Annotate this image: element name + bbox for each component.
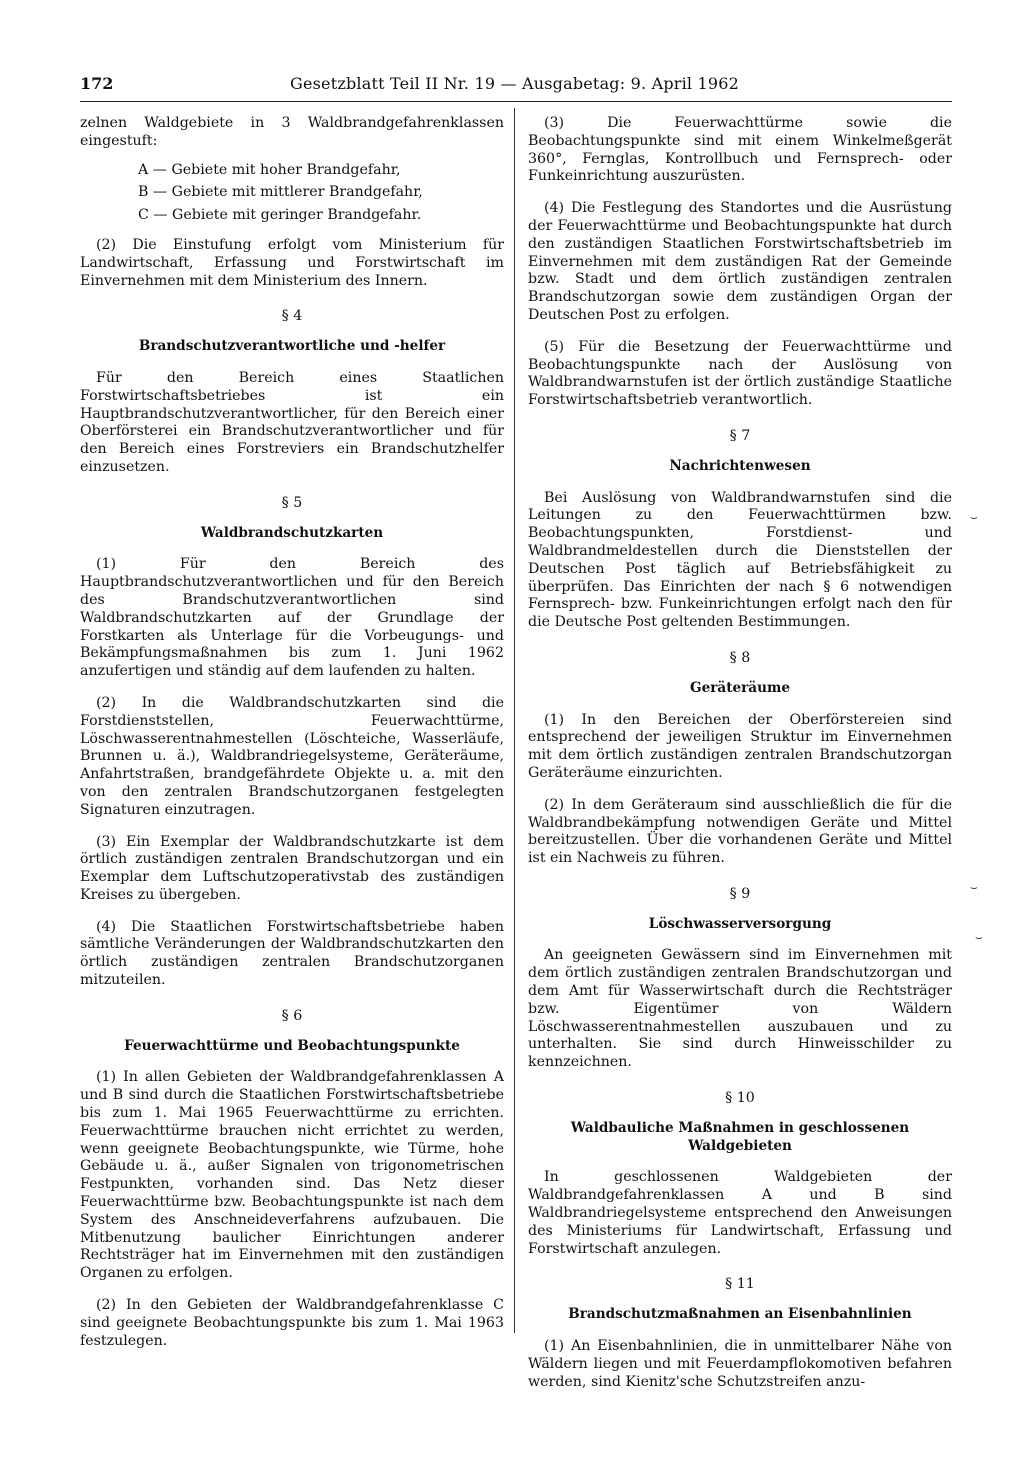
- paragraph-s6-2: (2) In den Gebieten der Waldbrandgefahrenklasse C sind geeignete Beobachtungspunkte bis zum 1. Mai 1963 festzulegen.: [80, 1297, 504, 1349]
- section-number-5: § 5: [281, 494, 303, 511]
- paragraph-s5-1: (1) Für den Bereich des Hauptbrandschutzverantwortlichen und für den Bereich des Brandschutzverantwortlichen sind Waldbrandschutzkarten auf der Grundlage der Forstkarten als Unterlage für die Vorbeugungs- und Bekämpfungsmaßnahmen bis zum 1. Juni 1962 anzufertigen und ständig auf dem laufenden zu halten.: [80, 556, 504, 680]
- list-item: C — Gebiete mit geringer Brandgefahr.: [138, 207, 422, 224]
- margin-scan-mark: ⌣: [970, 510, 978, 524]
- paragraph-s5-3: (3) Ein Exemplar der Waldbrandschutzkarte ist dem örtlich zuständigen zentralen Brandschutzorgan und ein Exemplar dem Luftschutzoperativstab des zuständigen Kreises zu übergeben.: [80, 833, 504, 903]
- header-rule: [80, 101, 952, 102]
- section-number-8: § 8: [729, 649, 751, 666]
- section-title-9: Löschwasserversorgung: [648, 915, 832, 932]
- section-number-11: § 11: [725, 1276, 755, 1293]
- section-title-5: Waldbrandschutzkarten: [200, 524, 384, 541]
- section-title-10: Waldbauliche Maßnahmen in geschlossenen Waldgebieten: [570, 1119, 910, 1154]
- paragraph-s5-4: (4) Die Staatlichen Forstwirtschaftsbetriebe haben sämtliche Veränderungen der Waldbrandschutzkarten den örtlich zuständigen zentralen Brandschutzorganen mitzuteilen.: [80, 918, 504, 989]
- section-number-10: § 10: [725, 1090, 755, 1107]
- fire-danger-class-list: [80, 162, 504, 225]
- margin-scan-mark: ⌣: [970, 880, 978, 894]
- section-number-6: § 6: [281, 1007, 303, 1024]
- margin-scan-mark: ⌣: [975, 930, 983, 944]
- running-title: Gesetzblatt Teil II Nr. 19 — Ausgabetag: 9. April 1962: [290, 74, 740, 93]
- paragraph-s3-2: (2) Die Einstufung erfolgt vom Ministerium für Landwirtschaft, Erfassung und Forstwirtschaft im Einvernehmen mit dem Ministerium des Innern.: [80, 236, 504, 289]
- section-title-8: Geräteräume: [689, 679, 791, 696]
- list-item: A — Gebiete mit hoher Brandgefahr,: [138, 161, 401, 178]
- section-number-9: § 9: [729, 885, 751, 902]
- paragraph-s5-2: (2) In die Waldbrandschutzkarten sind die Forstdienststellen, Feuerwachttürme, Löschwasserentnahmestellen (Löschteiche, Wasserläufe, Brunnen u. ä.), Waldbrandriegelsysteme, Geräteräume, Anfahrtstraßen, brandgefährdete Objekte u. a. mit den von den zentralen Brandschutzorganen festgelegten Signaturen einzutragen.: [80, 694, 504, 818]
- paragraph-s8-1: (1) In den Bereichen der Oberförstereien sind entsprechend der jeweiligen Struktur im Einvernehmen mit dem örtlich zuständigen zentralen Brandschutzorgan Geräteräume einzurichten.: [528, 711, 952, 781]
- list-item: B — Gebiete mit mittlerer Brandgefahr,: [138, 184, 423, 201]
- paragraph-s6-3: (3) Die Feuerwachttürme sowie die Beobachtungspunkte sind mit einem Winkelmeßgerät 360°, Fernglas, Kontrollbuch und Fernsprech- oder Funkeinrichtung auszurüsten.: [528, 115, 952, 185]
- paragraph-s8-2: (2) In dem Geräteraum sind ausschließlich die für die Waldbrandbekämpfung notwendigen Geräte und Mittel bereitzustellen. Über die vorhandenen Geräte und Mittel ist ein Nachweis zu führen.: [528, 796, 952, 867]
- column-divider: [514, 108, 515, 1333]
- page-number: 172: [80, 74, 114, 93]
- section-title-6: Feuerwachttürme und Beobachtungspunkte: [124, 1037, 460, 1054]
- paragraph-s7: Bei Auslösung von Waldbrandwarnstufen sind die Leitungen zu den Feuerwachttürmen bzw. Beobachtungspunkten, Forstdienst- und Waldbrandmeldestellen durch die Dienststellen der Deutschen Post täglich auf Betriebsfähigkeit zu überprüfen. Das Einrichten der nach § 6 notwendigen Fernsprech- bzw. Funkeinrichtungen erfolgt nach den für die Deutsche Post geltenden Bestimmungen.: [528, 489, 952, 631]
- paragraph-s6-4: (4) Die Festlegung des Standortes und die Ausrüstung der Feuerwachttürme und Beobachtungspunkte hat durch den zuständigen Staatlichen Forstwirtschaftsbetrieb im Einvernehmen mit dem zuständigen Rat der Gemeinde bzw. Stadt und dem örtlich zuständigen zentralen Brandschutzorgan sowie dem zuständigen Organ der Deutschen Post zu erfolgen.: [528, 200, 952, 323]
- section-number-4: § 4: [281, 308, 303, 325]
- section-title-11: Brandschutzmaßnahmen an Eisenbahnlinien: [568, 1306, 912, 1323]
- left-column: [80, 115, 504, 1364]
- paragraph-s10: In geschlossenen Waldgebieten der Waldbrandgefahrenklassen A und B sind Waldbrandriegelsysteme entsprechend den Anweisungen des Ministeriums für Landwirtschaft, Erfassung und Forstwirtschaft anzulegen.: [528, 1169, 952, 1257]
- section-title-7: Nachrichtenwesen: [669, 457, 811, 474]
- paragraph-s6-5: (5) Für die Besetzung der Feuerwachttürme und Beobachtungspunkte nach der Auslösung von Waldbrandwarnstufen ist der örtlich zuständige Staatliche Forstwirtschaftsbetrieb verantwortlich.: [528, 338, 952, 409]
- paragraph-s4: Für den Bereich eines Staatlichen Forstwirtschaftsbetriebes ist ein Hauptbrandschutzverantwortlicher, für den Bereich einer Oberförsterei ein Brandschutzverantwortlicher und für den Bereich eines Forstreviers ein Brandschutzhelfer einzusetzen.: [80, 369, 504, 475]
- paragraph-s9: An geeigneten Gewässern sind im Einvernehmen mit dem örtlich zuständigen zentralen Brandschutzorgan und dem Amt für Wasserwirtschaft durch die Rechtsträger bzw. Eigentümer von Wäldern Löschwasserentnahmestellen auszubauen und zu unterhalten. Sie sind durch Hinweisschilder zu kennzeichnen.: [528, 947, 952, 1071]
- section-title-4: Brandschutzverantwortliche und -helfer: [138, 338, 446, 355]
- paragraph-s11-1: (1) An Eisenbahnlinien, die in unmittelbarer Nähe von Wäldern liegen und mit Feuerdampflokomotiven befahren werden, sind Kienitz'sche Schutzstreifen anzu-: [528, 1338, 952, 1390]
- paragraph-s6-1: (1) In allen Gebieten der Waldbrandgefahrenklassen A und B sind durch die Staatlichen Forstwirtschaftsbetriebe bis zum 1. Mai 1965 Feuerwachttürme zu errichten. Feuerwachttürme brauchen nicht errichtet zu werden, wenn geeignete Beobachtungspunkte, wie Türme, hohe Gebäude u. ä., außer Signalen von trigonometrischen Festpunkten, vorhanden sind. Das Netz dieser Feuerwachttürme bzw. Beobachtungspunkte ist nach dem System des Anschneideverfahrens aufzubauen. Die Mitbenutzung baulicher Einrichtungen anderer Rechtsträger hat im Einvernehmen mit den zuständigen Organen zu erfolgen.: [80, 1069, 504, 1282]
- right-column: [528, 115, 952, 1405]
- section-number-7: § 7: [729, 427, 751, 444]
- paragraph-intro: zelnen Waldgebiete in 3 Waldbrandgefahrenklassen eingestuft:: [80, 115, 504, 149]
